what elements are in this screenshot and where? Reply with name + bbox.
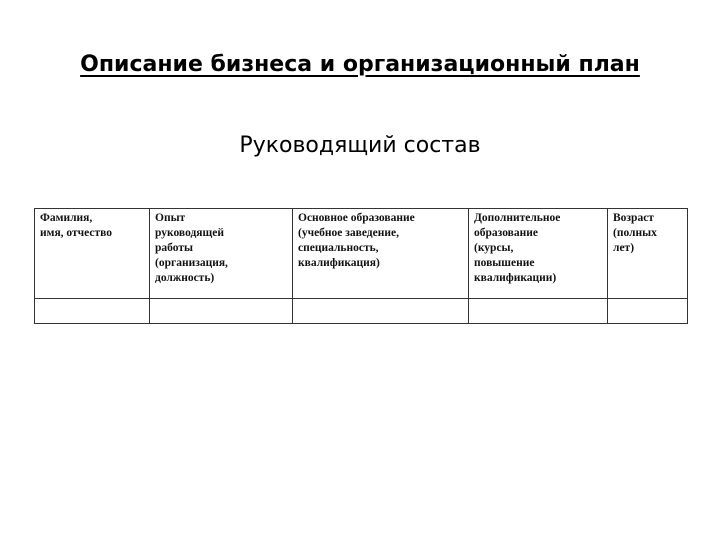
table-cell-management-experience bbox=[150, 299, 293, 324]
table-cell-main-education bbox=[293, 299, 469, 324]
slide-subtitle: Руководящий состав bbox=[239, 133, 481, 158]
header-full-name: Фамилия, имя, отчество bbox=[35, 209, 150, 299]
table-cell-full-name bbox=[35, 299, 150, 324]
management-staff-table bbox=[34, 208, 688, 324]
table-header-row bbox=[35, 209, 688, 299]
header-management-experience: Опыт руководящей работы (организация, должность) bbox=[150, 209, 293, 299]
header-main-education: Основное образование (учебное заведение, специальность, квалификация) bbox=[293, 209, 469, 299]
table-cell-additional-education bbox=[469, 299, 608, 324]
table-cell-age bbox=[608, 299, 688, 324]
table-row bbox=[35, 299, 688, 324]
header-additional-education: Дополнительное образование (курсы, повышение квалификации) bbox=[469, 209, 608, 299]
header-age: Возраст (полных лет) bbox=[608, 209, 688, 299]
slide-title: Описание бизнеса и организационный план bbox=[80, 52, 640, 77]
